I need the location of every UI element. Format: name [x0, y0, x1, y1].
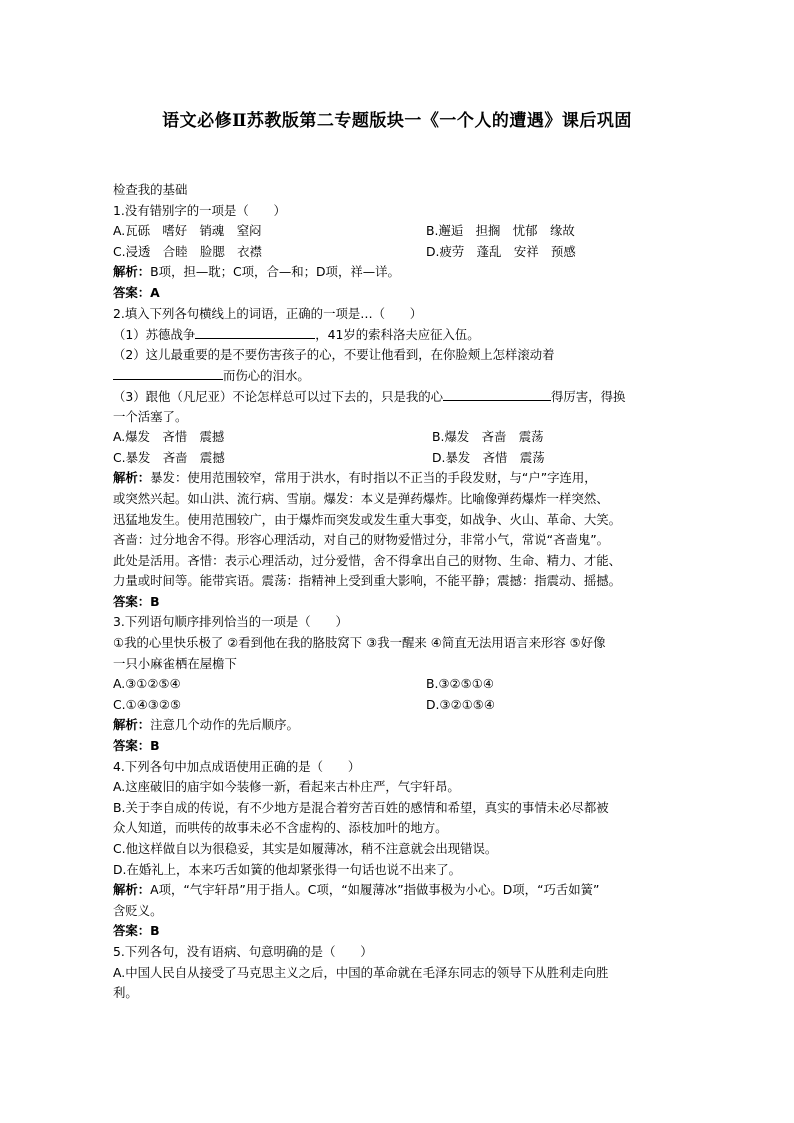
- blank-line: [443, 386, 551, 401]
- q2-analysis-2: 或突然兴起。如山洪、流行病、雪崩。爆发：本义是弹药爆炸。比喻像弹药爆炸一样突然、: [113, 490, 609, 506]
- q1-analysis: [113, 262, 658, 283]
- q2-stem: 2.填入下列各句横线上的词语，正确的一项是…（ ）: [113, 305, 423, 321]
- q2-sentence-2a: （2）这儿最重要的是不要伤害孩子的心，不要让他看到，在你脸颊上怎样滚动着: [113, 346, 555, 362]
- q2-sentence-1: [113, 324, 658, 345]
- q1-option-c: C.浸透 合睦 脸腮 衣襟: [113, 243, 262, 259]
- q2-sentence-3a: [113, 386, 658, 407]
- q4-analysis-text: A项，“气宇轩昂”用于指人。C项，“如履薄冰”指做事极为小心。D项，“巧舌如簧”: [150, 882, 600, 898]
- q5-option-a-2: 利。: [113, 985, 138, 1001]
- q3-analysis: [113, 715, 658, 736]
- q2-s1-start: （1）苏德战争: [113, 327, 196, 343]
- answer-label: 答案：: [113, 738, 151, 754]
- q2-s2-end: 而伤心的泪水。: [223, 368, 310, 384]
- q2-analysis-4: 吝啬：过分地舍不得。形容心理活动，对自己的财物爱惜过分，非常小气，常说“吝啬鬼”。: [113, 532, 610, 548]
- analysis-label: 解析：: [113, 470, 151, 486]
- q3-analysis-text: 注意几个动作的先后顺序。: [150, 717, 299, 733]
- q2-option-d: D.暴发 吝惜 震荡: [432, 449, 545, 465]
- q4-option-c: C.他这样做自以为很稳妥，其实是如履薄冰，稍不注意就会出现错误。: [113, 841, 498, 856]
- q2-options-ab: [113, 427, 658, 448]
- q1-answer-value: A: [150, 284, 160, 300]
- q3-option-a: A.③①②⑤④: [113, 676, 181, 692]
- q1-options-ab: [113, 221, 658, 242]
- q2-options-cd: [113, 448, 658, 469]
- section-heading: 检查我的基础: [113, 182, 188, 197]
- q1-option-a: A.瓦砾 嗜好 销魂 窒闷: [113, 223, 262, 239]
- q1-stem: 1.没有错别字的一项是（ ）: [113, 202, 286, 218]
- q4-option-a: A.这座破旧的庙宇如今装修一新，看起来古朴庄严，气宇轩昂。: [113, 779, 460, 795]
- q4-answer: [113, 921, 658, 942]
- q1-option-d: D.疲劳 蓬乱 安祥 预感: [426, 243, 576, 259]
- q3-options-ab: [113, 674, 658, 695]
- q3-option-d: D.③②①⑤④: [426, 696, 496, 712]
- q2-answer-value: B: [150, 593, 160, 609]
- q1-answer: [113, 283, 658, 304]
- page-title: 语文必修Ⅱ苏教版第二专题版块一《一个人的遭遇》课后巩固: [162, 111, 632, 131]
- answer-label: 答案：: [113, 593, 151, 609]
- q2-analysis-6: 力量或时间等。能带宾语。震荡：指精神上受到重大影响，不能平静；震撼：指震动、摇撼。: [113, 573, 622, 589]
- q2-analysis-3: 迅猛地发生。使用范围较广，由于爆炸而突发或发生重大事变，如战争、火山、革命、大笑。: [113, 511, 622, 527]
- q3-option-c: C.①④③②⑤: [113, 696, 182, 712]
- q4-analysis-1: [113, 880, 658, 901]
- q2-sentence-3b: 一个活塞了。: [113, 408, 188, 424]
- blank-line: [113, 365, 223, 380]
- q3-option-b: B.③②⑤①④: [426, 676, 494, 692]
- q2-answer: [113, 592, 658, 613]
- q1-options-cd: [113, 242, 658, 263]
- q4-option-b-1: B.关于李自成的传说，有不少地方是混合着穷苦百姓的感情和希望，真实的事情未必尽都被: [113, 799, 609, 815]
- document-body: [113, 180, 658, 1004]
- q2-analysis-5: 此处是活用。吝惜：表示心理活动，过分爱惜，舍不得拿出自己的财物、生命、精力、才能、: [113, 552, 622, 568]
- q3-answer-value: B: [150, 738, 160, 754]
- analysis-label: 解析：: [113, 717, 151, 733]
- q2-analysis-1: [113, 468, 658, 489]
- q3-options-cd: [113, 695, 658, 716]
- q3-items-1: ①我的心里快乐极了 ②看到他在我的胳肢窝下 ③我一醒来 ④简直无法用语言来形容 ⑤好像: [113, 635, 606, 651]
- q3-items-2: 一只小麻雀栖在屋檐下: [113, 655, 237, 671]
- q4-answer-value: B: [150, 923, 160, 939]
- q2-option-c: C.暴发 吝啬 震撼: [113, 449, 225, 465]
- q1-option-b: B.邂逅 担搁 忧郁 缘故: [426, 223, 575, 239]
- answer-label: 答案：: [113, 923, 151, 939]
- q5-option-a-1: A.中国人民自从接受了马克思主义之后，中国的革命就在毛泽东同志的领导下从胜利走向胜: [113, 964, 609, 980]
- q2-option-b: B.爆发 吝啬 震荡: [432, 429, 544, 445]
- q4-stem: 4.下列各句中加点成语使用正确的是（ ）: [113, 758, 361, 774]
- q2-sentence-2b: [113, 365, 658, 386]
- q1-analysis-text: B项，担—耽；C项，合—和；D项，祥—详。: [150, 264, 400, 280]
- analysis-label: 解析：: [113, 264, 151, 280]
- q4-option-b-2: 众人知道，而哄传的故事未必不含虚构的、添枝加叶的地方。: [113, 820, 448, 836]
- q2-analysis-text: 暴发：使用范围较窄，常用于洪水，有时指以不正当的手段发财，与“户”字连用，: [150, 470, 597, 486]
- q2-option-a: A.爆发 吝惜 震撼: [113, 429, 225, 445]
- q3-answer: [113, 736, 658, 757]
- q3-stem: 3.下列语句顺序排列恰当的一项是（ ）: [113, 614, 348, 630]
- q4-analysis-2: 含贬义。: [113, 902, 163, 918]
- analysis-label: 解析：: [113, 882, 151, 898]
- answer-label: 答案：: [113, 284, 151, 300]
- blank-line: [195, 324, 315, 339]
- q2-s3-start: （3）跟他（凡尼亚）不论怎样总可以过下去的，只是我的心: [113, 388, 444, 404]
- q5-stem: 5.下列各句，没有语病、句意明确的是（ ）: [113, 943, 373, 959]
- q2-s1-end: ，41岁的索科洛夫应征入伍。: [315, 327, 480, 343]
- q4-option-d: D.在婚礼上，本来巧舌如簧的他却紧张得一句话也说不出来了。: [113, 861, 462, 877]
- q2-s3-end: 得厉害，得换: [551, 388, 626, 404]
